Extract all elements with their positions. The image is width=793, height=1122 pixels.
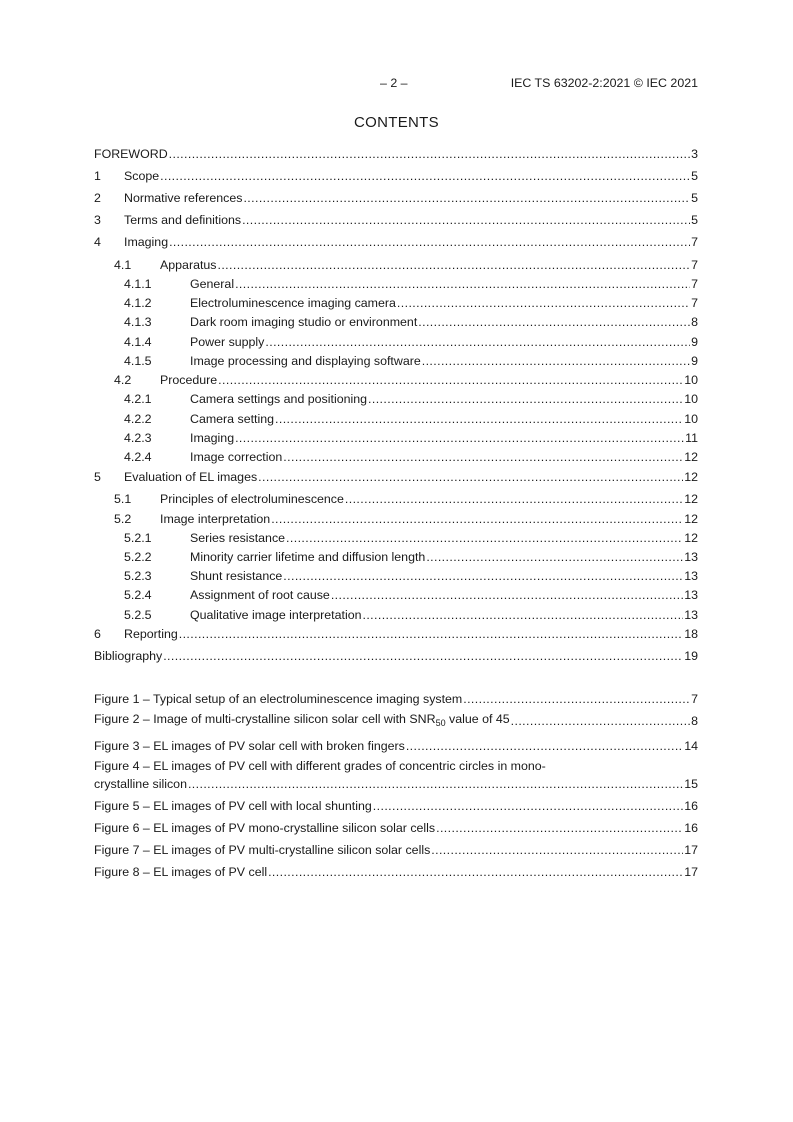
figure-label-text: Figure 2 – Image of multi-crystalline silicon solar cell with SNR	[94, 712, 436, 726]
toc-number: 5.2.1	[124, 531, 152, 545]
toc-leader	[275, 412, 683, 426]
toc-page: 12	[684, 531, 698, 545]
toc-page: 13	[684, 588, 698, 602]
toc-entry-image-correction[interactable]	[94, 448, 698, 464]
toc-number: 5.2	[114, 512, 132, 526]
toc-leader	[242, 213, 690, 227]
toc-page: 7	[691, 277, 698, 291]
figure-page: 14	[684, 739, 698, 753]
toc-label: Power supply	[190, 335, 265, 349]
toc-label: Electroluminescence imaging camera	[190, 296, 396, 310]
toc-entry-evaluation-el-images[interactable]	[94, 468, 698, 484]
toc-leader	[235, 431, 684, 445]
toc-number: 4.2.3	[124, 431, 152, 445]
toc-number: 4.1.2	[124, 296, 152, 310]
toc-leader	[331, 588, 683, 602]
figure-page: 15	[684, 777, 698, 791]
toc-label: Minority carrier lifetime and diffusion length	[190, 550, 426, 564]
toc-label: Scope	[124, 169, 160, 183]
figure-page: 16	[684, 799, 698, 813]
toc-page: 13	[684, 569, 698, 583]
toc-page: 11	[685, 431, 698, 445]
toc-label: Camera setting	[190, 412, 275, 426]
toc-leader	[243, 191, 690, 205]
figure-label	[94, 712, 510, 728]
toc-number: 4.1.1	[124, 277, 152, 291]
toc-leader	[422, 354, 690, 368]
toc-label: Evaluation of EL images	[124, 470, 258, 484]
toc-leader	[373, 799, 683, 813]
toc-leader	[169, 235, 690, 249]
toc-entry-dark-room[interactable]	[94, 313, 698, 329]
toc-page: 10	[684, 373, 698, 387]
toc-leader	[265, 335, 690, 349]
toc-leader	[511, 714, 690, 728]
toc-page: 18	[684, 627, 698, 641]
toc-page: 13	[684, 608, 698, 622]
toc-number: 4.2.1	[124, 392, 152, 406]
figure-page: 17	[684, 865, 698, 879]
page-header	[380, 76, 698, 90]
toc-leader	[426, 550, 683, 564]
toc-page: 9	[691, 354, 698, 368]
toc-entry-foreword[interactable]	[94, 145, 698, 161]
toc-leader	[217, 258, 690, 272]
toc-leader	[188, 777, 683, 791]
toc-page: 7	[691, 235, 698, 249]
toc-page: 7	[691, 258, 698, 272]
toc-entry-minority-carrier[interactable]	[94, 548, 698, 564]
toc-entry-imaging-sub[interactable]	[94, 429, 698, 445]
toc-label: Procedure	[160, 373, 218, 387]
toc-label: Terms and definitions	[124, 213, 242, 227]
toc-entry-power-supply[interactable]	[94, 333, 698, 349]
toc-number: 5.2.4	[124, 588, 152, 602]
toc-label: Imaging	[190, 431, 235, 445]
toc-entry-camera-setting[interactable]	[94, 410, 698, 426]
toc-label: Principles of electroluminescence	[160, 492, 344, 506]
toc-entry-scope[interactable]	[94, 167, 698, 183]
toc-number: 4.1.4	[124, 335, 152, 349]
toc-leader	[397, 296, 690, 310]
toc-entry-series-resistance[interactable]	[94, 529, 698, 545]
toc-label: Camera settings and positioning	[190, 392, 368, 406]
toc-page: 5	[691, 191, 698, 205]
toc-label: Image correction	[190, 450, 283, 464]
toc-leader	[235, 277, 690, 291]
document-id: IEC TS 63202-2:2021 © IEC 2021	[510, 76, 698, 90]
toc-leader	[368, 392, 683, 406]
toc-page: 12	[684, 492, 698, 506]
toc-entry-root-cause[interactable]	[94, 586, 698, 602]
toc-leader	[431, 843, 683, 857]
toc-label: Shunt resistance	[190, 569, 283, 583]
toc-leader	[179, 627, 683, 641]
toc-number: 4.1.5	[124, 354, 152, 368]
toc-label: FOREWORD	[94, 147, 168, 161]
figure-label: Figure 4 – EL images of PV cell with different grades of concentric circles in mono-	[94, 759, 546, 773]
toc-label: Series resistance	[190, 531, 286, 545]
toc-entry-bibliography[interactable]	[94, 647, 698, 663]
toc-entry-imaging[interactable]	[94, 233, 698, 249]
toc-number: 5.2.2	[124, 550, 152, 564]
toc-entry-terms-and-definitions[interactable]	[94, 211, 698, 227]
toc-entry-apparatus[interactable]	[94, 256, 698, 272]
toc-page: 3	[691, 147, 698, 161]
toc-page: 12	[684, 512, 698, 526]
toc-number: 5.1	[114, 492, 132, 506]
figure-entry-7[interactable]	[94, 841, 698, 857]
toc-entry-camera-settings-positioning[interactable]	[94, 390, 698, 406]
toc-entry-reporting[interactable]	[94, 625, 698, 641]
toc-page: 10	[684, 412, 698, 426]
toc-number: 5	[94, 470, 101, 484]
toc-leader	[463, 692, 690, 706]
figure-entry-5[interactable]	[94, 797, 698, 813]
toc-entry-image-interpretation[interactable]	[94, 510, 698, 526]
toc-entry-image-processing-software[interactable]	[94, 352, 698, 368]
toc-leader	[163, 649, 683, 663]
contents-title: CONTENTS	[354, 114, 439, 131]
toc-number: 5.2.3	[124, 569, 152, 583]
toc-page: 10	[684, 392, 698, 406]
toc-page: 5	[691, 213, 698, 227]
toc-number: 6	[94, 627, 101, 641]
page-number: – 2 –	[380, 76, 408, 90]
toc-page: 7	[691, 296, 698, 310]
toc-label: Qualitative image interpretation	[190, 608, 362, 622]
toc-entry-normative-references[interactable]	[94, 189, 698, 205]
snr-subscript: 50	[435, 718, 446, 728]
toc-label: Imaging	[124, 235, 169, 249]
toc-label: Image processing and displaying software	[190, 354, 421, 368]
figure-entry-6[interactable]	[94, 819, 698, 835]
toc-entry-principles-el[interactable]	[94, 490, 698, 506]
figure-label: Figure 1 – Typical setup of an electroluminescence imaging system	[94, 692, 463, 706]
toc-leader	[286, 531, 683, 545]
toc-leader	[160, 169, 690, 183]
figure-label: Figure 7 – EL images of PV multi-crystalline silicon solar cells	[94, 843, 431, 857]
toc-leader	[271, 512, 683, 526]
toc-entry-general[interactable]	[94, 275, 698, 291]
toc-label: General	[190, 277, 235, 291]
figure-entry-3[interactable]	[94, 737, 698, 753]
figure-label: Figure 8 – EL images of PV cell	[94, 865, 268, 879]
figure-label-tail: value of 45	[445, 712, 510, 726]
toc-label: Reporting	[124, 627, 178, 641]
toc-number: 4.2	[114, 373, 132, 387]
toc-number: 4.1	[114, 258, 132, 272]
toc-leader	[406, 739, 683, 753]
figure-entry-4[interactable]	[94, 759, 698, 773]
toc-leader	[283, 569, 683, 583]
figure-label: Figure 5 – EL images of PV cell with local shunting	[94, 799, 372, 813]
figure-label: Figure 3 – EL images of PV solar cell with broken fingers	[94, 739, 405, 753]
toc-leader	[345, 492, 683, 506]
toc-label: Assignment of root cause	[190, 588, 330, 602]
toc-leader	[268, 865, 683, 879]
figure-entry-4-continued[interactable]	[94, 775, 698, 791]
toc-page: 13	[684, 550, 698, 564]
toc-leader	[283, 450, 683, 464]
figure-page: 7	[691, 692, 698, 706]
toc-page: 12	[684, 450, 698, 464]
figure-label-continued: crystalline silicon	[94, 777, 187, 791]
toc-label: Image interpretation	[160, 512, 271, 526]
figure-page: 17	[684, 843, 698, 857]
figure-entry-2[interactable]	[94, 712, 698, 728]
figure-entry-1[interactable]	[94, 690, 698, 706]
toc-entry-procedure[interactable]	[94, 371, 698, 387]
toc-number: 1	[94, 169, 101, 183]
figure-entry-8[interactable]	[94, 863, 698, 879]
toc-page: 8	[691, 315, 698, 329]
toc-number: 4	[94, 235, 101, 249]
toc-label: Dark room imaging studio or environment	[190, 315, 418, 329]
toc-entry-qualitative-interpretation[interactable]	[94, 606, 698, 622]
toc-number: 4.1.3	[124, 315, 152, 329]
toc-label: Bibliography	[94, 649, 163, 663]
toc-number: 5.2.5	[124, 608, 152, 622]
figure-page: 8	[691, 714, 698, 728]
toc-leader	[169, 147, 690, 161]
toc-number: 4.2.4	[124, 450, 152, 464]
toc-number: 4.2.2	[124, 412, 152, 426]
toc-leader	[218, 373, 683, 387]
toc-entry-shunt-resistance[interactable]	[94, 567, 698, 583]
toc-page: 9	[691, 335, 698, 349]
toc-leader	[258, 470, 683, 484]
toc-leader	[363, 608, 684, 622]
toc-number: 3	[94, 213, 101, 227]
toc-page: 5	[691, 169, 698, 183]
toc-label: Normative references	[124, 191, 243, 205]
figure-label: Figure 6 – EL images of PV mono-crystalline silicon solar cells	[94, 821, 436, 835]
figure-page: 16	[684, 821, 698, 835]
toc-leader	[436, 821, 683, 835]
toc-page: 19	[684, 649, 698, 663]
toc-leader	[418, 315, 690, 329]
toc-label: Apparatus	[160, 258, 217, 272]
toc-entry-el-imaging-camera[interactable]	[94, 294, 698, 310]
toc-page: 12	[684, 470, 698, 484]
toc-number: 2	[94, 191, 101, 205]
